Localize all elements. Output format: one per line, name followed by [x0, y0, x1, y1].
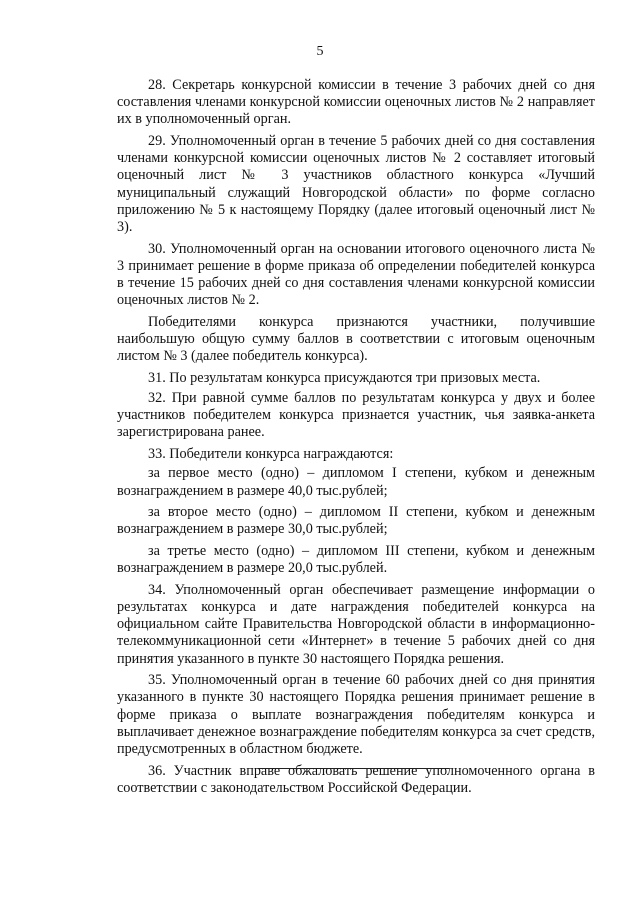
paragraph-28: 28. Секретарь конкурсной комиссии в течение 3 рабочих дней со дня составления членами конкурсной комиссии оценочных листов № 2 направляет их в уполномоченный орган.	[117, 77, 595, 128]
paragraph-third-place: за третье место (одно) – дипломом III степени, кубком и денежным вознаграждением в размере 20,0 тыс.рублей.	[117, 543, 595, 577]
paragraph-30: 30. Уполномоченный орган на основании итогового оценочного листа № 3 принимает решение в форме приказа об определении победителей конкурса в течение 15 рабочих дней со дня составления членами конкурсной комиссии оценочных листов № 2.	[117, 240, 595, 309]
paragraph-32: 32. При равной сумме баллов по результатам конкурса у двух и более участников победителем конкурса признается участник, чья заявка-анкета зарегистрирована ранее.	[117, 389, 595, 441]
document-body	[117, 77, 595, 801]
paragraph-31: 31. По результатам конкурса присуждаются три призовых места.	[148, 369, 541, 386]
paragraph-33: 33. Победители конкурса награждаются:	[148, 445, 394, 462]
paragraph-second-place: за второе место (одно) – дипломом II степени, кубком и денежным вознаграждением в размере 30,0 тыс.рублей;	[117, 504, 595, 538]
paragraph-winners-definition: Победителями конкурса признаются участники, получившие наибольшую общую сумму баллов в соответствии с итоговым оценочным листом № 3 (далее победитель конкурса).	[117, 313, 595, 365]
end-of-document-rule	[258, 768, 449, 769]
paragraph-34: 34. Уполномоченный орган обеспечивает размещение информации о результатах конкурса и дате награждения победителей конкурса на официальном сайте Правительства Новгородской области в информационно-телекоммуникационной сети «Интернет» в течение 5 рабочих дней со дня принятия указанного в пункте 30 настоящего Порядка решения.	[117, 581, 595, 667]
paragraph-first-place: за первое место (одно) – дипломом I степени, кубком и денежным вознаграждением в размере 40,0 тыс.рублей;	[117, 465, 595, 499]
page-number: 5	[316, 44, 324, 59]
paragraph-29: 29. Уполномоченный орган в течение 5 рабочих дней со дня составления членами конкурсной комиссии оценочных листов № 2 составляет итоговый оценочный лист № 3 участников областного конкурса «Лучший муниципальный служащий Новгородской области» по форме согласно приложению № 5 к настоящему Порядку (далее итоговый оценочный лист № 3).	[117, 133, 595, 236]
paragraph-35: 35. Уполномоченный орган в течение 60 рабочих дней со дня принятия указанного в пункте 30 настоящего Порядка решения принимает решение в форме приказа о выплате вознаграждения победителям конкурса и выплачивает денежное вознаграждение победителям конкурса за счет средств, предусмотренных в областном бюджете.	[117, 672, 595, 758]
paragraph-36: 36. Участник вправе обжаловать решение уполномоченного органа в соответствии с законодательством Российской Федерации.	[117, 762, 595, 796]
